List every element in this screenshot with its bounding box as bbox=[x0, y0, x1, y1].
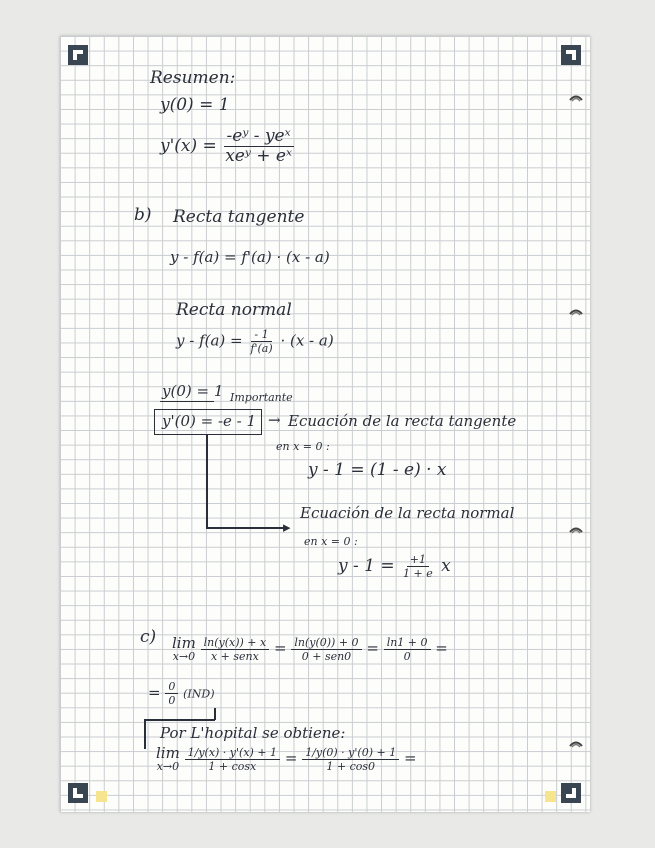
bracket-left bbox=[144, 719, 146, 749]
tangent-title: Recta tangente bbox=[173, 207, 305, 227]
fraction-3-numerator: ln1 + 0 bbox=[384, 637, 431, 650]
fraction-1-numerator: ln(y(x)) + x bbox=[201, 637, 270, 650]
corner-mark-icon bbox=[67, 782, 89, 804]
tangent-equation: y - 1 = (1 - e) · x bbox=[308, 460, 447, 480]
normal-lhs: y - f(a) = bbox=[176, 331, 243, 350]
corner-mark-icon bbox=[560, 782, 582, 804]
equals-5: = bbox=[404, 749, 417, 767]
zero-numerator: 0 bbox=[165, 681, 178, 694]
derivative-numerator: -eʸ - yeˣ bbox=[224, 128, 294, 147]
lim2-text: lim bbox=[156, 744, 180, 762]
fraction-2-numerator: ln(y(0)) + 0 bbox=[291, 637, 361, 650]
normal-eq-numerator: +1 bbox=[407, 554, 429, 567]
tangent-caption: Ecuación de la recta tangente bbox=[288, 412, 517, 430]
equals-3: = bbox=[435, 639, 448, 657]
resumen-derivative bbox=[160, 128, 295, 165]
corner-mark-icon bbox=[67, 44, 89, 66]
normal-fraction bbox=[247, 329, 275, 354]
lim2-sub: x→0 bbox=[156, 760, 180, 773]
corner-mark-icon bbox=[560, 44, 582, 66]
hopital-fraction-2 bbox=[302, 747, 399, 772]
arrow-2: ▸ bbox=[283, 518, 291, 536]
underline bbox=[160, 401, 214, 402]
connector-horizontal bbox=[206, 527, 286, 529]
binder-hole-icon bbox=[568, 738, 584, 754]
marker-square bbox=[96, 791, 107, 802]
arrow-1: → bbox=[268, 411, 281, 429]
section-b-label: b) bbox=[134, 205, 152, 225]
normal-numerator: - 1 bbox=[251, 329, 271, 342]
en-x0-1: en x = 0 : bbox=[276, 440, 330, 453]
hopital-2-denominator: 1 + cos0 bbox=[326, 759, 376, 773]
binder-hole-icon bbox=[568, 306, 584, 322]
hopital-fraction-1 bbox=[185, 747, 280, 772]
fraction-3 bbox=[384, 637, 431, 662]
binder-hole-icon bbox=[568, 524, 584, 540]
ind-label: (IND) bbox=[183, 687, 215, 701]
bracket-horizontal bbox=[144, 719, 215, 721]
lhopital-text: Por L'hopital se obtiene: bbox=[160, 724, 346, 742]
tangent-formula: y - f(a) = f'(a) · (x - a) bbox=[170, 248, 330, 266]
normal-equation bbox=[338, 554, 451, 579]
zero-over-zero bbox=[165, 681, 178, 706]
fraction-2-denominator: 0 + sen0 bbox=[301, 649, 352, 663]
equals-4: = bbox=[284, 749, 298, 767]
y0-note: y(0) = 1 bbox=[162, 382, 224, 400]
ind-equals: = bbox=[148, 683, 161, 702]
hopital-1-numerator: 1/y(x) · y'(x) + 1 bbox=[185, 747, 280, 760]
normal-eq-fraction bbox=[400, 554, 436, 579]
resumen-title: Resumen: bbox=[150, 68, 236, 88]
derivative-denominator: xeʸ + eˣ bbox=[225, 146, 293, 166]
connector-vertical bbox=[206, 434, 208, 528]
normal-title: Recta normal bbox=[176, 300, 292, 320]
yprime0-value: y'(0) = -e - 1 bbox=[162, 412, 257, 430]
binder-hole-icon bbox=[568, 92, 584, 108]
normal-eq-rhs: x bbox=[441, 556, 451, 576]
zero-denominator: 0 bbox=[168, 694, 176, 707]
limit-operator-2 bbox=[156, 746, 180, 772]
lim-text: lim bbox=[172, 634, 196, 652]
importante-label: Importante bbox=[230, 391, 293, 404]
lhopital-expression bbox=[156, 746, 417, 772]
fraction-2 bbox=[291, 637, 361, 662]
fraction-1-denominator: x + senx bbox=[210, 649, 259, 663]
equals-1: = bbox=[274, 639, 287, 657]
normal-eq-denominator: 1 + e bbox=[403, 567, 433, 580]
derivative-lhs: y'(x) = bbox=[160, 136, 217, 156]
resumen-y0: y(0) = 1 bbox=[160, 95, 230, 115]
normal-denominator: f'(a) bbox=[250, 342, 273, 355]
hopital-1-denominator: 1 + cosx bbox=[208, 759, 257, 773]
limit-expression bbox=[172, 636, 448, 662]
normal-caption: Ecuación de la recta normal bbox=[300, 504, 515, 522]
marker-square bbox=[545, 791, 556, 802]
normal-eq-lhs: y - 1 = bbox=[338, 556, 395, 576]
fraction-3-denominator: 0 bbox=[403, 649, 411, 663]
section-c-label: c) bbox=[140, 627, 157, 647]
hopital-2-numerator: 1/y(0) · y'(0) + 1 bbox=[302, 747, 399, 760]
normal-formula bbox=[176, 329, 334, 354]
en-x0-2: en x = 0 : bbox=[304, 535, 358, 548]
derivative-fraction bbox=[222, 128, 295, 165]
limit-operator bbox=[172, 636, 196, 662]
fraction-1 bbox=[201, 637, 270, 662]
notebook-page bbox=[60, 36, 590, 812]
lim-sub: x→0 bbox=[172, 650, 196, 663]
equals-2: = bbox=[366, 639, 379, 657]
normal-rhs: · (x - a) bbox=[280, 331, 334, 350]
indeterminate-line bbox=[148, 681, 215, 706]
